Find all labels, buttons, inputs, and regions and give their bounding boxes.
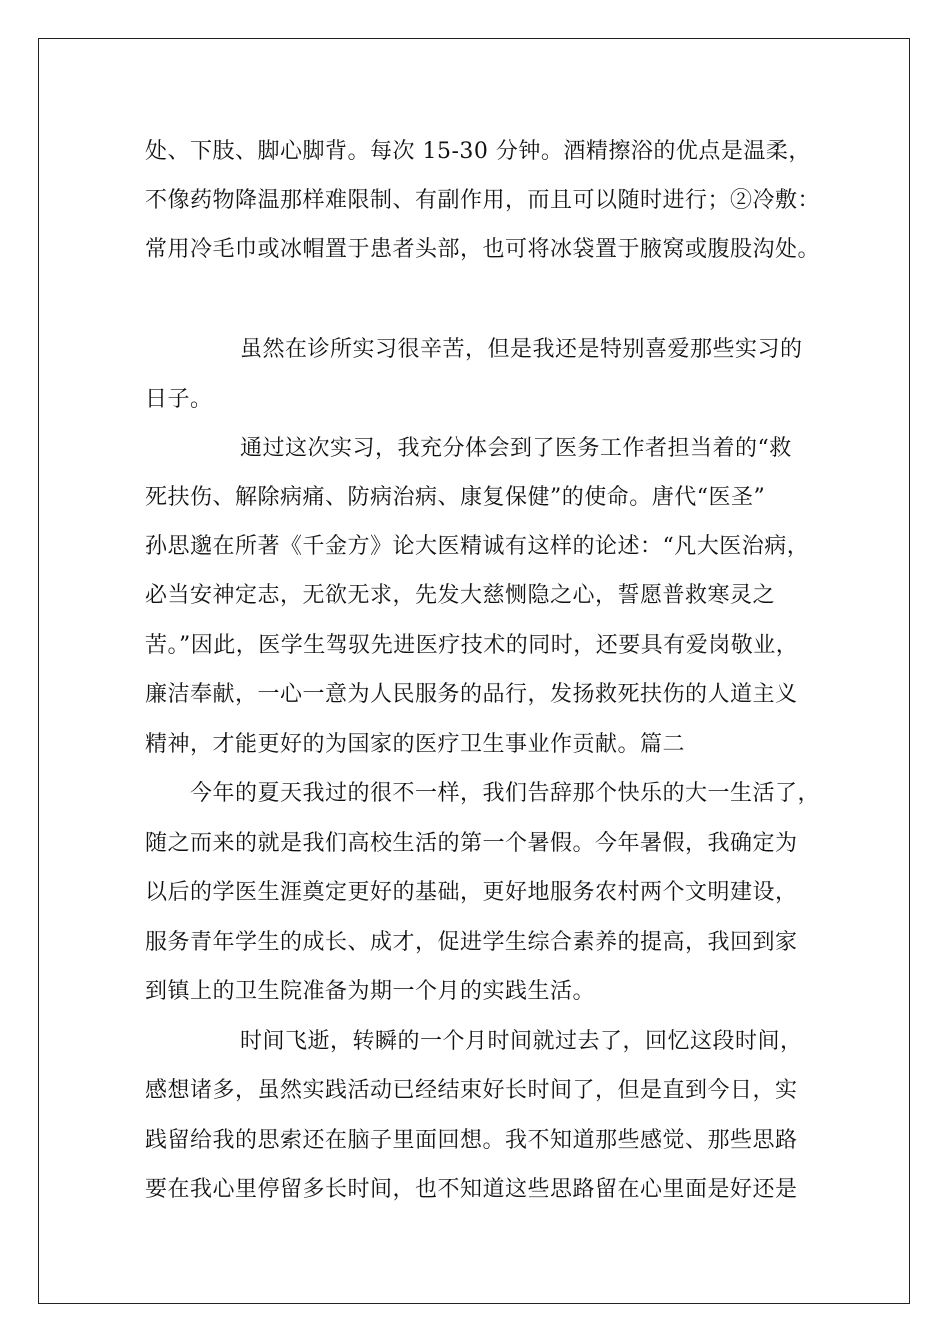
text-line: 常用冷毛巾或冰帽置于患者头部，也可将冰袋置于腋窝或腹股沟处。 [145,237,821,262]
text-line: 虽然在诊所实习很辛苦，但是我还是特别喜爱那些实习的 [240,337,803,362]
text-line: 要在我心里停留多长时间，也不知道这些思路留在心里面是好还是 [145,1177,798,1202]
text-line: 孙思邈在所著《千金方》论大医精诚有这样的论述：“凡大医治病， [145,534,810,559]
page-border [38,38,910,1304]
text-line: 以后的学医生涯奠定更好的基础，更好地服务农村两个文明建设， [145,880,798,905]
text-line: 通过这次实习，我充分体会到了医务工作者担当着的“救 [240,436,792,461]
text-line: 践留给我的思索还在脑子里面回想。我不知道那些感觉、那些思路 [145,1128,798,1153]
text-line: 到镇上的卫生院准备为期一个月的实践生活。 [145,979,596,1004]
text-line: 服务青年学生的成长、成才，促进学生综合素养的提高，我回到家 [145,930,798,955]
text-line: 廉洁奉献，一心一意为人民服务的品行，发扬救死扶伤的人道主义 [145,682,798,707]
text-line: 不像药物降温那样难限制、有副作用，而且可以随时进行；②冷敷： [145,188,821,213]
text-line: 精神，才能更好的为国家的医疗卫生事业作贡献。篇二 [145,732,686,757]
text-line: 时间飞逝，转瞬的一个月时间就过去了，回忆这段时间， [240,1029,803,1054]
text-line: 随之而来的就是我们高校生活的第一个暑假。今年暑假，我确定为 [145,831,798,856]
text-line: 必当安神定志，无欲无求，先发大慈恻隐之心，誓愿普救寒灵之 [145,583,776,608]
text-line: 今年的夏天我过的很不一样，我们告辞那个快乐的大一生活了， [190,781,821,806]
text-line: 苦。”因此，医学生驾驭先进医疗技术的同时，还要具有爱岗敬业， [145,633,799,658]
text-line: 处、下肢、脚心脚背。每次 15-30 分钟。酒精擦浴的优点是温柔， [145,139,811,164]
text-line: 感想诸多，虽然实践活动已经结束好长时间了，但是直到今日，实 [145,1078,798,1103]
text-line: 死扶伤、解除病痛、防病治病、康复保健”的使命。唐代“医圣” [145,485,766,510]
text-line: 日子。 [145,387,213,412]
